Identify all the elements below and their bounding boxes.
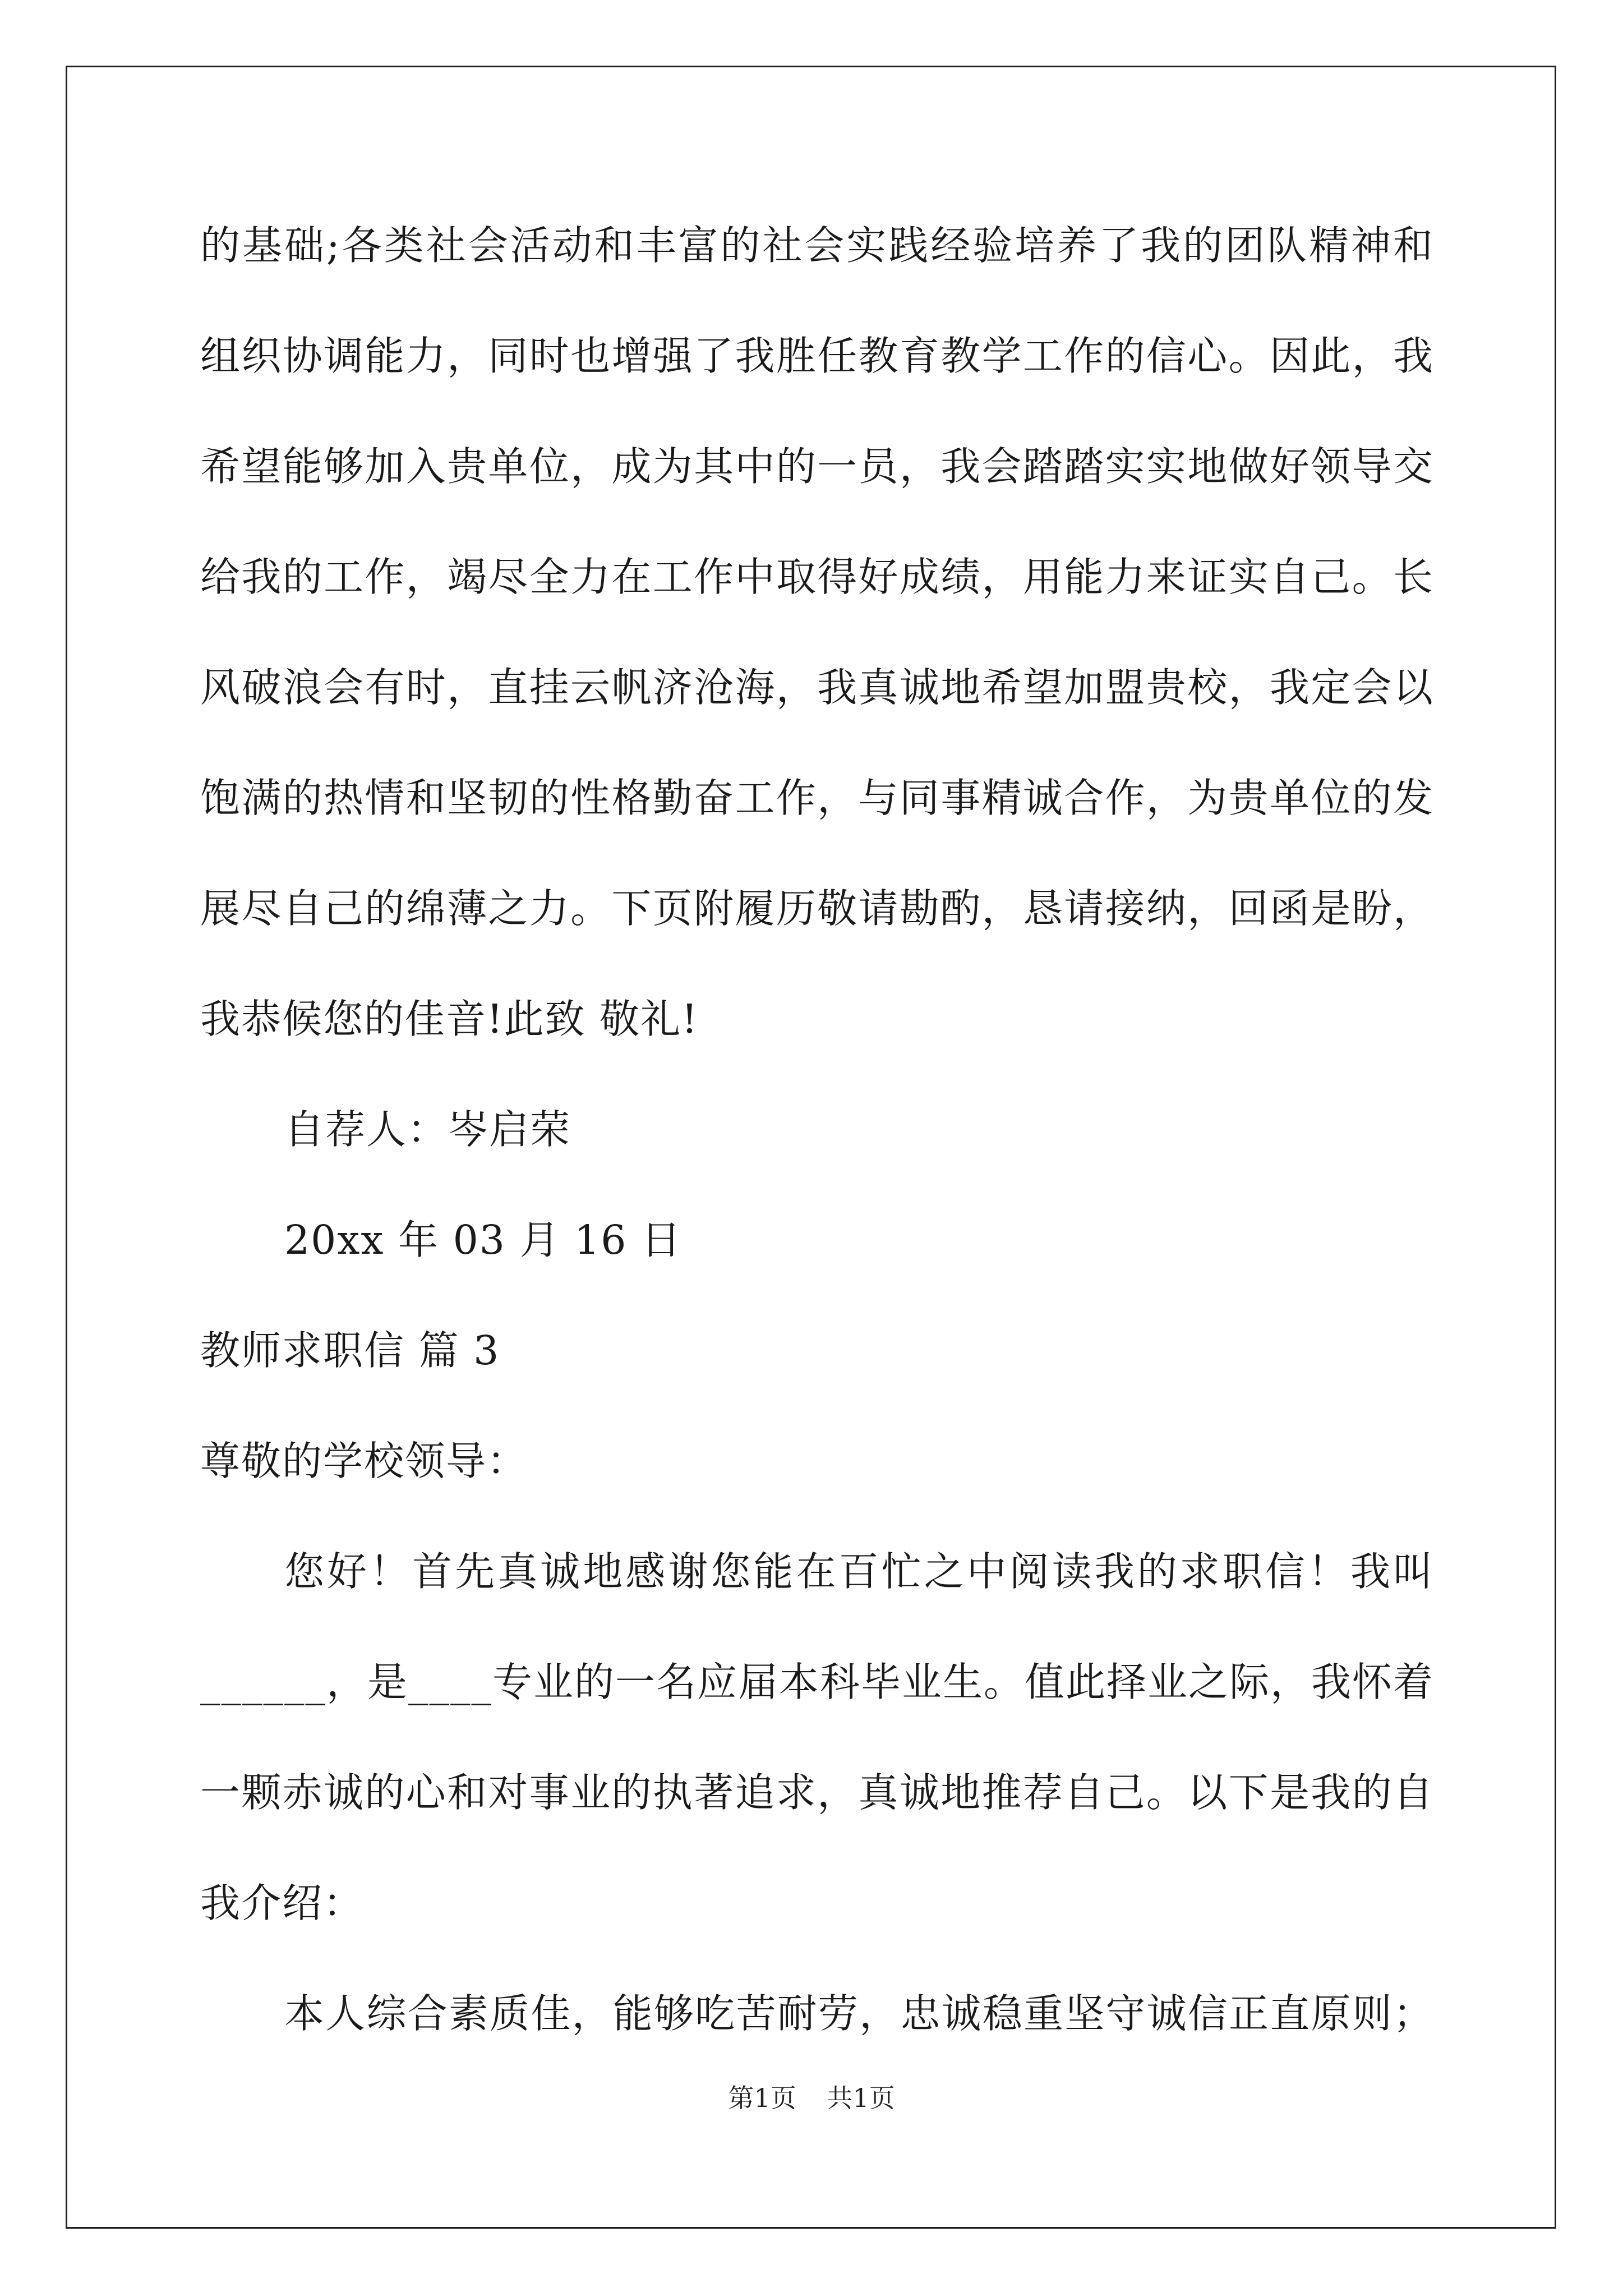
signature-line: 自荐人：岑启荣: [284, 1106, 571, 1153]
body-line-3: 希望能够加入贵单位，成为其中的一员，我会踏踏实实地做好领导交: [200, 443, 1434, 490]
body-line-5: 风破浪会有时，直挂云帆济沧海，我真诚地希望加盟贵校，我定会以: [200, 664, 1434, 711]
page-number: 第1页: [728, 2083, 796, 2113]
page-footer: [0, 2081, 1623, 2115]
salutation: 尊敬的学校领导：: [200, 1438, 528, 1484]
body-line-16: 我介绍：: [200, 1880, 365, 1926]
body-line-8: 我恭候您的佳音!此致 敬礼!: [200, 996, 699, 1042]
body-line-6: 饱满的热情和坚韧的性格勤奋工作，与同事精诚合作，为贵单位的发: [200, 775, 1434, 821]
body-line-4: 给我的工作，竭尽全力在工作中取得好成绩，用能力来证实自己。长: [200, 554, 1434, 600]
body-line-1: 的基础;各类社会活动和丰富的社会实践经验培养了我的团队精神和: [200, 222, 1434, 269]
body-line-7: 展尽自己的绵薄之力。下页附履历敬请勘酌，恳请接纳，回函是盼，: [200, 885, 1434, 932]
body-line-14: ______，是____专业的一名应届本科毕业生。值此择业之际，我怀着: [200, 1659, 1435, 1705]
body-line-13: 您好！首先真诚地感谢您能在百忙之中阅读我的求职信！我叫: [284, 1548, 1434, 1595]
section-heading: 教师求职信 篇 3: [200, 1327, 500, 1374]
body-line-17: 本人综合素质佳，能够吃苦耐劳，忠诚稳重坚守诚信正直原则；: [284, 1990, 1434, 2037]
date-line: 20xx 年 03 月 16 日: [284, 1217, 682, 1263]
page-total: 共1页: [827, 2083, 895, 2113]
body-line-15: 一颗赤诚的心和对事业的执著追求，真诚地推荐自己。以下是我的自: [200, 1769, 1434, 1816]
body-line-2: 组织协调能力，同时也增强了我胜任教育教学工作的信心。因此，我: [200, 333, 1434, 379]
